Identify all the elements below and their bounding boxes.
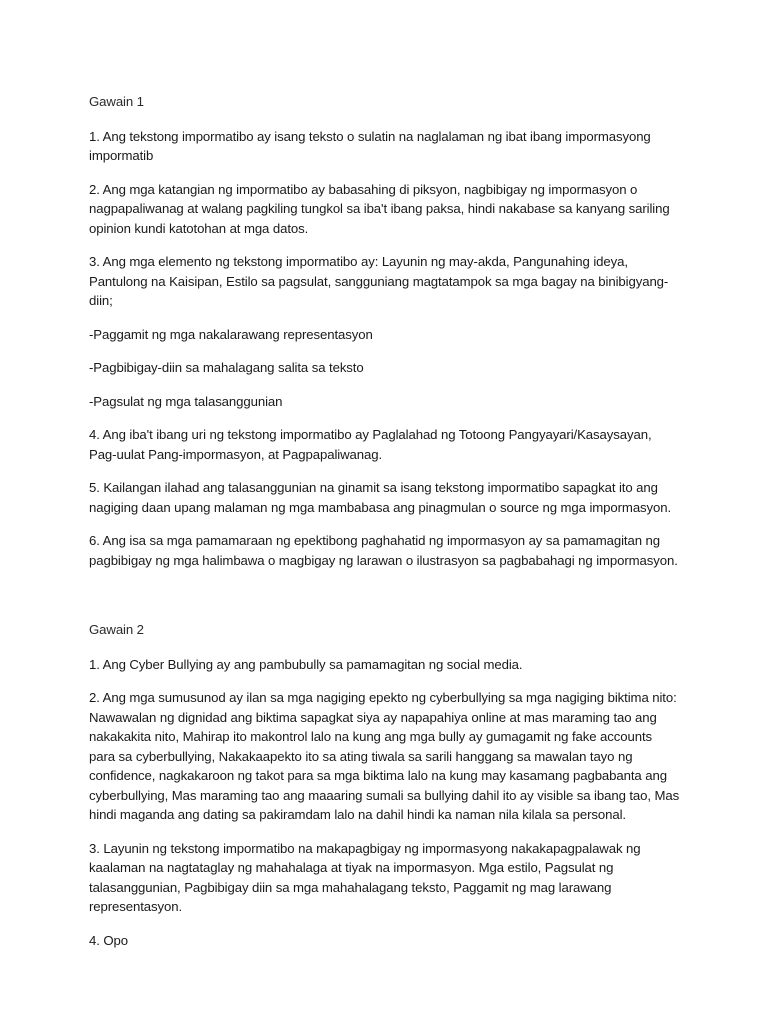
paragraph-g2-3: 3. Layunin ng tekstong impormatibo na makapagbigay ng impormasyong nakakapagpalawak ng kaalaman na nagtataglay ng mahahalaga at tiyak na impormasyon. Mga estilo, Pagsulat ng talasanggunian, Pagbibigay diin sa mga mahahalagang teksto, Paggamit ng mag larawang representasyon.	[89, 840, 641, 914]
document-body	[89, 92, 681, 964]
paragraph-g1-3: 3. Ang mga elemento ng tekstong impormatibo ay: Layunin ng may-akda, Pangunahing ideya, Pantulong na Kaisipan, Estilo sa pagsulat, sangguniang magtatampok sa mga bagay na binibigyang-diin;	[89, 254, 669, 308]
paragraph-g1-bullet-3: -Pagsulat ng mga talasanggunian	[89, 393, 283, 409]
paragraph-g1-bullet-2: -Pagbibigay-diin sa mahalagang salita sa teksto	[89, 360, 364, 375]
section-spacer	[89, 584, 681, 620]
paragraph-g1-bullet-1: -Paggamit ng mga nakalarawang representasyon	[89, 326, 373, 342]
paragraph-g1-4: 4. Ang iba't ibang uri ng tekstong impormatibo ay Paglalahad ng Totoong Pangyayari/Kasaysayan, Pag-uulat Pang-impormasyon, at Pagpapaliwanag.	[89, 427, 652, 462]
section-heading-gawain-1: Gawain 1	[89, 94, 144, 109]
paragraph-g2-2: 2. Ang mga sumusunod ay ilan sa mga nagiging epekto ng cyberbullying sa mga nagiging biktima nito: Nawawalan ng dignidad ang biktima sapagkat siya ay napapahiya online at mas maraming tao ang nakakakita nito, Mahirap ito makontrol lalo na kung ang mga bully ay gumagamit ng fake accounts para sa cyberbullying, Nakakaapekto ito sa ating tiwala sa sarili hanggang sa mawalan tayo ng confidence, nagkakaroon ng takot para sa mga biktima lalo na kung may kasamang pagbabanta ang cyberbullying, Mas maraming tao ang maaaring sumali sa bullying dahil ito ay visible sa ibang tao, Mas hindi maganda ang dating sa pakiramdam lalo na dahil hindi ka naman nila kilala sa personal.	[89, 690, 680, 822]
section-heading-gawain-2: Gawain 2	[89, 622, 144, 637]
paragraph-g1-5: 5. Kailangan ilahad ang talasanggunian na ginamit sa isang tekstong impormatibo sapagkat ito ang nagiging daan upang malaman ng mga mambabasa ang pinagmulan o source ng mga impormasyon.	[89, 480, 672, 515]
paragraph-g2-1: 1. Ang Cyber Bullying ay ang pambubully sa pamamagitan ng social media.	[89, 656, 523, 672]
paragraph-g1-6: 6. Ang isa sa mga pamamaraan ng epektibong paghahatid ng impormasyon ay sa pamamagitan ng pagbibigay ng mga halimbawa o magbigay ng larawan o ilustrasyon sa pagbabahagi ng impormasyon.	[89, 533, 678, 568]
paragraph-g1-1: 1. Ang tekstong impormatibo ay isang teksto o sulatin na naglalaman ng ibat ibang impormasyong impormatib	[89, 128, 651, 163]
paragraph-g2-4: 4. Opo	[89, 932, 128, 948]
paragraph-g1-2: 2. Ang mga katangian ng impormatibo ay babasahing di piksyon, nagbibigay ng impormasyon o nagpapaliwanag at walang pagkiling tungkol sa iba't ibang paksa, hindi nakabase sa kanyang sariling opinion kundi katotohan at mga datos.	[89, 181, 670, 236]
